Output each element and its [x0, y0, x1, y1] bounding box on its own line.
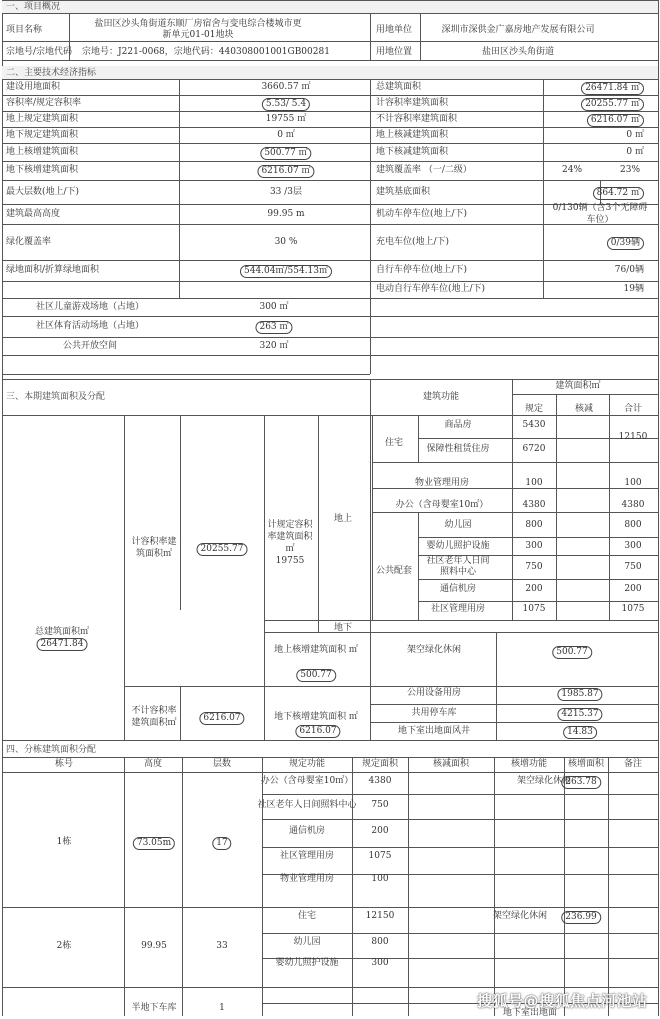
- indicator-right-value-1: 20255.77 ㎡: [581, 98, 644, 111]
- residential-label: 住宅: [384, 438, 404, 448]
- indicator-label-3: 地下规定建筑面积: [6, 130, 79, 140]
- section-title-indicators: 二、主要技术经济指标: [6, 68, 97, 78]
- sky-green-label: 架空绿化休闲: [406, 645, 462, 655]
- gfa-label-1: 计容积率建: [131, 537, 177, 547]
- project-name-line2: 新单元01-01地块: [162, 30, 234, 40]
- building-1-area-0: 4380: [368, 776, 392, 786]
- indicator-value-11: 300 ㎡: [259, 302, 289, 312]
- indicator-value-1: 5.53/ 5.4: [262, 98, 310, 111]
- head-total: 合计: [623, 404, 643, 414]
- head-specified: 规定: [524, 404, 544, 414]
- v-line: [264, 415, 265, 632]
- v-line: [180, 415, 181, 610]
- function-name-0: 商品房: [444, 420, 472, 430]
- h-line: [372, 512, 658, 513]
- gfa-value: 20255.77: [197, 543, 248, 556]
- indicator-label-0: 建设用地面积: [6, 82, 61, 92]
- h-line: [2, 111, 658, 112]
- v-line: [418, 512, 419, 620]
- building-head-0: 栋号: [54, 759, 74, 769]
- building-2-floors: 33: [216, 941, 228, 951]
- h-line: [2, 180, 658, 181]
- building-1-height: 73.05m: [133, 837, 175, 850]
- h-line: [418, 537, 658, 538]
- building-1-function-2: 通信机房: [288, 826, 326, 836]
- indicator-value-0: 3660.57 ㎡: [261, 82, 311, 92]
- h-line: [418, 579, 658, 580]
- h-line: [2, 127, 658, 128]
- indicator-right-value-0: 26471.84 ㎡: [581, 82, 644, 95]
- plan-label-4: 19755: [275, 556, 305, 566]
- v-line: [124, 415, 125, 740]
- below-item-name-1: 共用停车库: [411, 708, 457, 718]
- v-line: [512, 379, 513, 620]
- function-specified-5: 300: [525, 541, 543, 551]
- h-line: [512, 394, 658, 395]
- function-head: 建筑功能: [422, 392, 460, 402]
- indicator-value-4: 500.77 ㎡: [260, 147, 311, 160]
- building-3-floor-label: 半地下车库: [131, 1003, 177, 1013]
- section-title-distribution: 三、本期建筑面积及分配: [6, 392, 106, 402]
- indicator-value-2: 19755 ㎡: [265, 114, 307, 124]
- building-2-area-2: 300: [371, 958, 389, 968]
- indicator-value-3: 0 ㎡: [277, 130, 295, 140]
- v-line: [496, 632, 497, 740]
- function-name-6-1: 社区老年人日间: [426, 556, 490, 566]
- h-line: [418, 601, 658, 602]
- building-1-add-area: 263.78: [561, 776, 601, 789]
- below-item-value-0: 1985.87: [557, 688, 602, 701]
- h-line: [2, 161, 658, 162]
- building-1-function-0: 办公（含母婴室10㎡）: [260, 776, 354, 786]
- head-reduced: 核减: [574, 404, 594, 414]
- indicator-label-13: 公共开放空间: [62, 341, 118, 351]
- indicator-right-label-7: 机动车停车位(地上/下): [376, 209, 468, 219]
- section-header-bg: [2, 66, 658, 79]
- indicator-label-9: 绿地面积/折算绿地面积: [6, 265, 100, 275]
- building-2-add-function: 架空绿化休闲: [492, 911, 548, 921]
- h-line: [2, 260, 658, 261]
- v-line: [370, 632, 371, 740]
- h-line: [2, 79, 658, 80]
- indicator-value-7: 99.95 m: [267, 209, 305, 219]
- v-line: [352, 757, 353, 1016]
- function-specified-4: 800: [525, 520, 543, 530]
- building-head-7: 核增面积: [567, 759, 605, 769]
- function-total-7: 200: [624, 584, 642, 594]
- section-header-bg: [2, 1, 658, 13]
- indicator-right-label-5: 建筑覆盖率 （一/二级）: [376, 165, 472, 175]
- function-specified-7: 200: [525, 584, 543, 594]
- indicator-label-1: 容积率/规定容积率: [6, 98, 82, 108]
- h-line: [370, 722, 658, 723]
- h-line: [2, 757, 658, 758]
- indicator-value-12: 263 ㎡: [255, 321, 292, 334]
- indicator-right-label-1: 计容积率建筑面积: [376, 98, 449, 108]
- building-2-function-2: 婴幼儿照护设施: [275, 958, 339, 968]
- function-name-8: 社区管理用房: [430, 604, 486, 614]
- sky-green-value: 500.77: [552, 646, 592, 659]
- function-name-7: 通信机房: [439, 584, 477, 594]
- function-total-2: 100: [624, 478, 642, 488]
- building-2-function-0: 住宅: [297, 911, 317, 921]
- below-add-value: 6216.07: [295, 725, 340, 738]
- function-specified-2: 100: [525, 478, 543, 488]
- building-1-function-4: 物业管理用房: [279, 874, 335, 884]
- section-title-per-building: 四、分栋建筑面积分配: [6, 745, 97, 755]
- h-line: [2, 316, 658, 317]
- building-1-add-function: 架空绿化休闲: [516, 776, 572, 786]
- indicator-right-label-3: 地上核减建筑面积: [376, 130, 449, 140]
- h-line: [2, 224, 658, 225]
- non-gfa-label-2: 建筑面积㎡: [131, 718, 177, 728]
- indicator-value-13: 320 ㎡: [259, 341, 289, 351]
- indicator-right-value-10: 19辆: [623, 284, 644, 294]
- building-head-5: 核减面积: [432, 759, 470, 769]
- h-line: [2, 337, 658, 338]
- indicator-right-value-9: 76/0辆: [614, 265, 644, 275]
- plan-label-3: ㎡: [285, 544, 295, 554]
- building-1-area-3: 1075: [368, 851, 392, 861]
- h-line: [2, 143, 658, 144]
- building-3-add-function: 地下室出地面: [502, 1008, 558, 1018]
- v-line: [420, 13, 421, 60]
- below-item-value-2: 14.83: [563, 726, 597, 739]
- function-name-3: 办公（含母婴室10㎡）: [395, 500, 489, 510]
- v-line: [179, 79, 180, 298]
- building-2-area-0: 12150: [365, 911, 395, 921]
- building-head-3: 规定功能: [288, 759, 326, 769]
- indicator-value-6: 33 /3层: [269, 187, 303, 197]
- function-specified-0: 5430: [522, 420, 546, 430]
- indicator-label-7: 建筑最高高度: [6, 209, 61, 219]
- project-name-label: 项目名称: [6, 25, 43, 35]
- h-line: [370, 704, 658, 705]
- parcel-value: 宗地号：J221-0068，宗地代码：440308001001GB00281: [82, 47, 330, 57]
- building-head-1: 高度: [143, 759, 163, 769]
- residential-total: 12150: [618, 432, 648, 442]
- h-line: [2, 740, 658, 741]
- h-line: [262, 847, 658, 848]
- parcel-label: 宗地号/宗地代码: [6, 47, 73, 57]
- coverage-level-2: 23%: [619, 165, 641, 175]
- function-name-6-2: 照料中心: [439, 567, 477, 577]
- indicator-right-value-2: 6216.07 ㎡: [587, 114, 644, 127]
- h-line: [2, 379, 658, 380]
- h-line: [2, 60, 658, 61]
- land-user-label: 用地单位: [376, 25, 413, 35]
- indicator-right-value-6: 864.72 ㎡: [593, 187, 644, 200]
- indicator-right-label-0: 总建筑面积: [376, 82, 422, 92]
- indicator-label-6: 最大层数(地上/下): [6, 187, 80, 197]
- v-line: [124, 757, 125, 1016]
- h-line: [264, 632, 658, 633]
- plan-label-1: 计规定容积: [267, 520, 313, 530]
- building-1-function-3: 社区管理用房: [279, 851, 335, 861]
- indicator-right-label-9: 自行车停车位(地上/下): [376, 265, 468, 275]
- indicator-right-value-7-1: 0/130辆（含3个无障碍: [552, 203, 648, 213]
- gfa-label-2: 筑面积㎡: [135, 549, 173, 559]
- below-add-label: 地下核增建筑面积 ㎡: [274, 712, 358, 722]
- v-line: [543, 79, 544, 298]
- v-line: [564, 757, 565, 1016]
- h-line: [2, 355, 658, 356]
- building-2-function-1: 幼儿园: [293, 937, 321, 947]
- indicator-value-9: 544.04㎡/554.13㎡: [240, 265, 332, 278]
- building-2-area-1: 800: [371, 937, 389, 947]
- indicator-value-8: 30 %: [274, 237, 298, 247]
- building-2-add-area: 236.99: [561, 911, 601, 924]
- v-line: [494, 757, 495, 1016]
- building-1-name: 1栋: [56, 837, 72, 847]
- v-line: [658, 0, 659, 1016]
- location-value: 盐田区沙头角街道: [481, 47, 555, 57]
- above-add-label: 地上核增建筑面积 ㎡: [274, 645, 358, 655]
- h-line: [262, 819, 658, 820]
- function-total-8: 1075: [621, 604, 645, 614]
- watermark: 搜狐号@搜狐焦点河池站: [477, 992, 648, 1010]
- indicator-label-8: 绿化覆盖率: [6, 237, 52, 247]
- h-line: [2, 41, 658, 42]
- land-user-value: 深圳市深供金广嘉房地产发展有限公司: [441, 25, 595, 35]
- above-add-value: 500.77: [296, 669, 336, 682]
- h-line: [2, 374, 370, 375]
- indicator-label-4: 地上核增建筑面积: [6, 147, 79, 157]
- area-head: 建筑面积㎡: [555, 381, 601, 391]
- indicator-right-value-8: 0/39辆: [607, 237, 644, 250]
- v-line: [182, 757, 183, 1016]
- below-ground-label: 地下: [333, 623, 353, 633]
- function-name-1: 保障性租赁住房: [426, 444, 490, 454]
- function-total-3: 4380: [621, 500, 645, 510]
- function-total-4: 800: [624, 520, 642, 530]
- building-2-name: 2栋: [56, 941, 72, 951]
- h-line: [2, 987, 658, 988]
- building-2-height: 99.95: [141, 941, 167, 951]
- indicator-right-label-4: 地下核减建筑面积: [376, 147, 449, 157]
- coverage-level-1: 24%: [561, 165, 583, 175]
- indicator-label-5: 地下核增建筑面积: [6, 165, 79, 175]
- indicator-right-label-2: 不计容积率建筑面积: [376, 114, 458, 124]
- indicator-right-label-6: 建筑基底面积: [376, 187, 431, 197]
- h-line: [2, 415, 658, 416]
- above-ground-label: 地上: [333, 514, 353, 524]
- project-name-line1: 盐田区沙头角街道东顺厂房宿舍与变电综合楼城市更: [94, 19, 302, 29]
- function-name-5: 婴幼儿照护设施: [426, 541, 490, 551]
- function-name-4: 幼儿园: [444, 520, 472, 530]
- v-line: [608, 757, 609, 1016]
- indicator-right-label-10: 电动自行车停车位(地上/下): [376, 284, 486, 294]
- indicator-value-5: 6216.07 ㎡: [257, 165, 314, 178]
- building-1-area-4: 100: [371, 874, 389, 884]
- h-line: [2, 95, 658, 96]
- function-specified-6: 750: [525, 562, 543, 572]
- public-facility-label: 公共配套: [375, 566, 413, 576]
- function-name-2: 物业管理用房: [414, 478, 470, 488]
- function-total-6: 750: [624, 562, 642, 572]
- h-line: [2, 772, 658, 773]
- indicator-label-2: 地上规定建筑面积: [6, 114, 79, 124]
- indicator-label-12: 社区体育活动场地（占地）: [35, 321, 145, 331]
- below-item-name-0: 公用设备用房: [406, 688, 462, 698]
- below-item-name-2: 地下室出地面风井: [397, 726, 471, 736]
- h-line: [372, 462, 658, 463]
- building-1-area-2: 200: [371, 826, 389, 836]
- building-1-floors: 17: [212, 837, 231, 850]
- total-area-label: 总建筑面积㎡: [34, 627, 90, 637]
- indicator-right-value-7-2: 车位）: [586, 215, 614, 225]
- h-line: [264, 620, 658, 621]
- v-line: [262, 757, 263, 1016]
- v-line: [264, 632, 265, 740]
- indicator-right-label-8: 充电车位(地上/下): [376, 237, 450, 247]
- v-line: [408, 757, 409, 1016]
- function-specified-1: 6720: [522, 444, 546, 454]
- building-head-8: 备注: [623, 759, 643, 769]
- h-line: [262, 794, 658, 795]
- non-gfa-value: 6216.07: [199, 712, 244, 725]
- building-1-function-1: 社区老年人日间照料中心: [257, 800, 357, 810]
- v-line: [372, 415, 373, 620]
- h-line: [2, 298, 658, 299]
- v-line: [2, 0, 3, 1016]
- building-head-6: 核增功能: [510, 759, 548, 769]
- h-line: [124, 686, 658, 687]
- function-specified-3: 4380: [522, 500, 546, 510]
- non-gfa-label-1: 不计容积率: [131, 706, 177, 716]
- v-line: [180, 686, 181, 740]
- below-item-value-1: 4215.37: [557, 708, 602, 721]
- h-line: [2, 281, 658, 282]
- indicator-right-value-4: 0 ㎡: [626, 147, 644, 157]
- building-head-4: 规定面积: [361, 759, 399, 769]
- function-total-5: 300: [624, 541, 642, 551]
- v-line: [556, 394, 557, 620]
- v-line: [609, 394, 610, 620]
- v-line: [318, 415, 319, 632]
- plan-label-2: 率建筑面积: [267, 532, 313, 542]
- indicator-label-11: 社区儿童游戏场地（占地）: [35, 302, 145, 312]
- h-line: [2, 907, 658, 908]
- v-line: [370, 13, 371, 60]
- indicator-right-value-3: 0 ㎡: [626, 130, 644, 140]
- v-line: [370, 79, 371, 374]
- section-title-overview: 一、项目概况: [6, 2, 61, 12]
- h-line: [2, 13, 658, 14]
- building-3-floors: 1: [219, 1003, 225, 1013]
- h-line: [262, 933, 658, 934]
- location-label: 用地位置: [376, 47, 413, 57]
- building-1-area-1: 750: [371, 800, 389, 810]
- function-specified-8: 1075: [522, 604, 546, 614]
- building-head-2: 层数: [212, 759, 232, 769]
- total-area-value: 26471.84: [37, 638, 88, 651]
